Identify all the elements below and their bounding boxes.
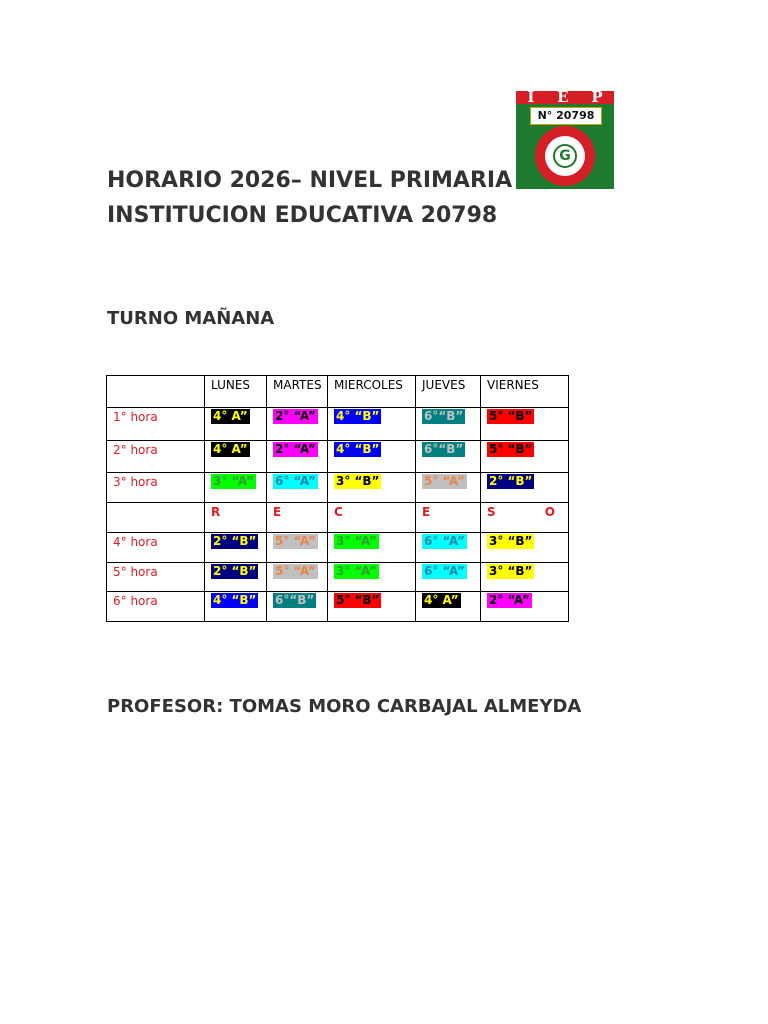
schedule-cell [267,563,328,592]
schedule-table [106,375,569,622]
schedule-cell [481,408,569,441]
table-row [107,408,569,441]
class-chip: 4° A” [213,409,248,423]
logo-letter: I [527,91,535,106]
schedule-cell [328,563,416,592]
logo-letter: P [591,91,603,106]
hour-label: 1° hora [107,408,205,441]
class-chip: 2° “A” [275,409,316,423]
schedule-cell [267,592,328,622]
schedule-cell [416,533,481,563]
class-chip: 5° “B” [336,593,380,607]
header-empty-cell [107,376,205,408]
class-chip: 3° “B” [489,534,533,548]
class-chip: 4° “B” [336,442,380,456]
class-chip: 6°“B” [275,593,315,607]
schedule-cell [267,533,328,563]
class-chip: 2° “A” [489,593,530,607]
page-title: HORARIO 2026– NIVEL PRIMARIA [107,168,513,193]
recess-letter: R [205,503,267,533]
schedule-cell [328,592,416,622]
schedule-cell [416,592,481,622]
day-header: MIERCOLES [328,376,416,408]
recess-letter: C [328,503,416,533]
schedule-cell [205,473,267,503]
day-header: JUEVES [416,376,481,408]
class-chip: 2° “A” [275,442,316,456]
schedule-cell [416,408,481,441]
page-subtitle: INSTITUCION EDUCATIVA 20798 [107,203,498,228]
schedule-cell [328,441,416,473]
schedule-cell [481,563,569,592]
schedule-cell [205,441,267,473]
schedule-cell [267,441,328,473]
class-chip: 6° “A” [424,564,465,578]
class-chip: 5° “B” [489,409,533,423]
recess-row [107,503,569,533]
class-chip: 4° A” [213,442,248,456]
class-chip: 5° “B” [489,442,533,456]
hour-label: 6° hora [107,592,205,622]
table-row [107,592,569,622]
logo-letter: E [557,91,569,106]
recess-letter: S [487,505,496,519]
day-header: VIERNES [481,376,569,408]
class-chip: 3° “A” [336,534,377,548]
schedule-cell [205,592,267,622]
class-chip: 3° “A” [336,564,377,578]
hour-label: 4° hora [107,533,205,563]
table-row [107,473,569,503]
schedule-cell [328,473,416,503]
table-row [107,533,569,563]
class-chip: 4° “B” [336,409,380,423]
schedule-cell [416,473,481,503]
hour-label: 3° hora [107,473,205,503]
class-chip: 2° “B” [213,534,257,548]
class-chip: 2° “B” [213,564,257,578]
schedule-cell [481,533,569,563]
logo-seal-icon: G [553,144,577,168]
class-chip: 4° A” [424,593,459,607]
table-row [107,563,569,592]
hour-label: 5° hora [107,563,205,592]
class-chip: 5° “A” [275,564,316,578]
school-logo [516,91,614,189]
schedule-cell [205,563,267,592]
day-header: LUNES [205,376,267,408]
class-chip: 2° “B” [489,474,533,488]
class-chip: 6° “A” [275,474,316,488]
class-chip: 5° “A” [275,534,316,548]
table-row [107,441,569,473]
recess-letter-cell [481,503,569,533]
class-chip: 3° “B” [489,564,533,578]
schedule-cell [481,473,569,503]
recess-letter: E [416,503,481,533]
shift-heading: TURNO MAÑANA [107,308,275,329]
schedule-cell [328,408,416,441]
class-chip: 4° “B” [213,593,257,607]
schedule-cell [205,408,267,441]
table-header-row [107,376,569,408]
recess-letter: O [544,505,555,519]
day-header: MARTES [267,376,328,408]
schedule-cell [205,533,267,563]
schedule-cell [328,533,416,563]
schedule-cell [416,441,481,473]
recess-letter: E [267,503,328,533]
class-chip: 5° “A” [424,474,465,488]
hour-label: 2° hora [107,441,205,473]
logo-ring [535,126,595,186]
teacher-name: PROFESOR: TOMAS MORO CARBAJAL ALMEYDA [107,696,582,717]
schedule-cell [267,473,328,503]
schedule-cell [267,408,328,441]
class-chip: 3° “A” [213,474,254,488]
schedule-cell [416,563,481,592]
logo-number: N° 20798 [530,107,602,125]
logo-letters [516,91,614,104]
class-chip: 3° “B” [336,474,380,488]
class-chip: 6°“B” [424,442,464,456]
class-chip: 6°“B” [424,409,464,423]
schedule-cell [481,592,569,622]
class-chip: 6° “A” [424,534,465,548]
recess-empty-cell [107,503,205,533]
schedule-cell [481,441,569,473]
